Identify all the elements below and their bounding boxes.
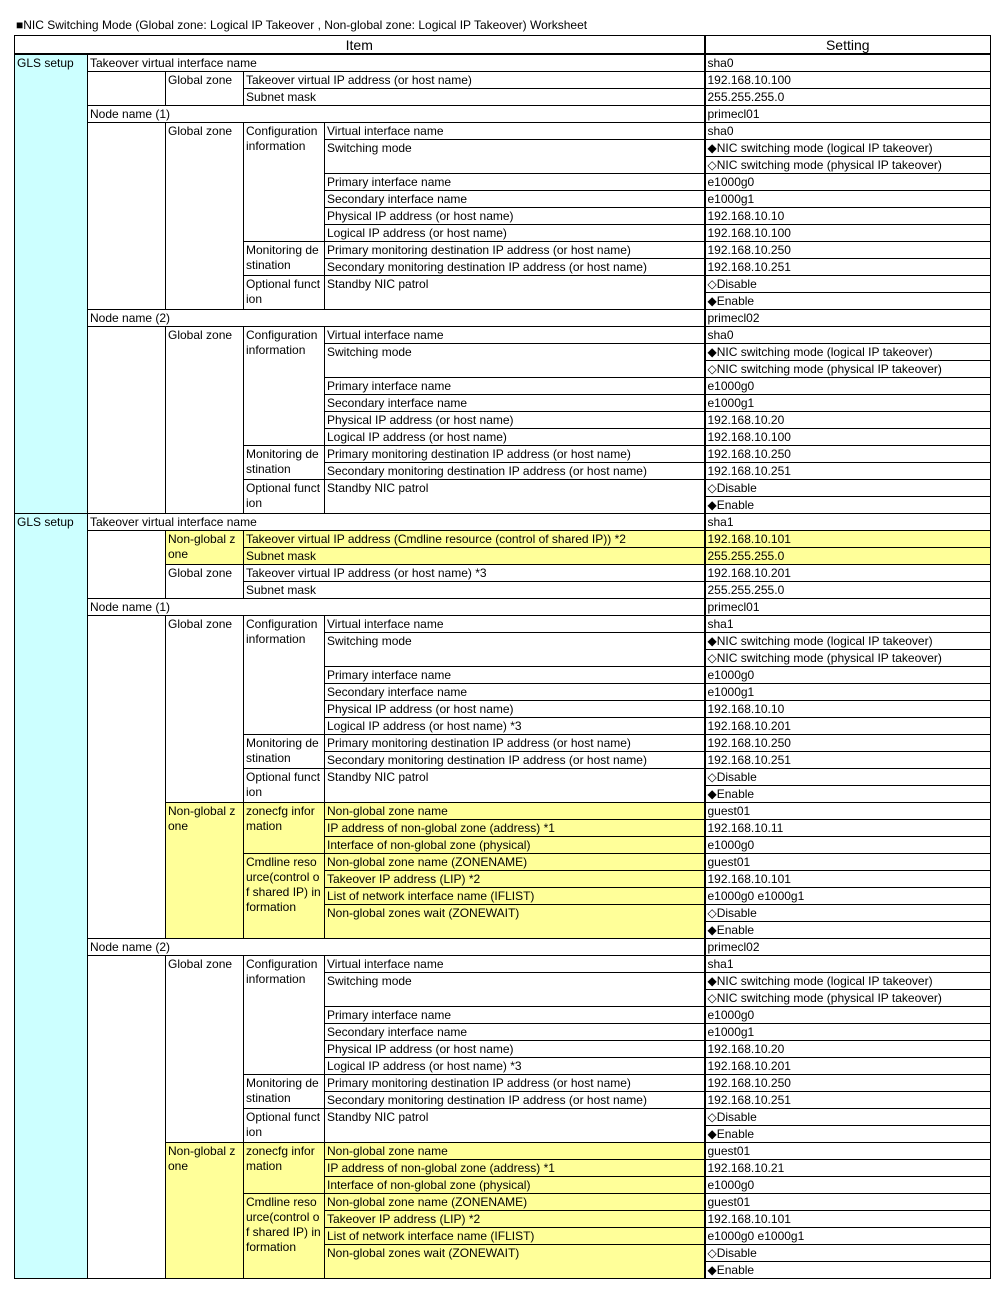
group-label: Configuration information [244,327,325,446]
setting-cell: 192.168.10.20 [705,412,991,429]
setting-cell: e1000g0 [705,174,991,191]
row-label: Primary interface name [325,378,705,395]
gls-setup-label: GLS setup [15,514,88,1279]
option-enable: ◆Enable [705,922,991,939]
setting-cell: e1000g1 [705,1024,991,1041]
row-label: Virtual interface name [325,616,705,633]
row-label: Standby NIC patrol [325,480,705,514]
option-disable: ◇Disable [705,480,991,497]
setting-cell: sha1 [705,514,991,531]
row-label: Non-global zone name [325,803,705,820]
setting-cell: e1000g0 e1000g1 [705,888,991,905]
option-enable: ◆Enable [705,497,991,514]
row-label: Secondary interface name [325,1024,705,1041]
setting-cell: 192.168.10.20 [705,1041,991,1058]
row-label: List of network interface name (IFLIST) [325,888,705,905]
setting-cell: 192.168.10.101 [705,871,991,888]
row-label: Secondary interface name [325,191,705,208]
setting-cell: primecl02 [705,310,991,327]
setting-cell: 192.168.10.11 [705,820,991,837]
option-disable: ◇Disable [705,276,991,293]
table-row [15,54,991,72]
setting-cell: 192.168.10.21 [705,1160,991,1177]
group-label: Optional function [244,1109,325,1143]
zone-label: Global zone [166,956,244,1143]
row-spacer [88,123,166,310]
group-label: Optional function [244,480,325,514]
option-disable: ◇Disable [705,1109,991,1126]
row-label: Primary monitoring destination IP address (or host name) [325,1075,705,1092]
row-label: Interface of non-global zone (physical) [325,837,705,854]
option-enable: ◆Enable [705,1126,991,1143]
row-label: Logical IP address (or host name) *3 [325,1058,705,1075]
row-label: IP address of non-global zone (address) *1 [325,1160,705,1177]
group-label: zonecfg information [244,1143,325,1194]
node-label: Node name (2) [88,310,705,327]
option-enable: ◆Enable [705,786,991,803]
setting-cell: sha1 [705,956,991,973]
row-label: Takeover virtual IP address (or host name) [244,72,705,89]
table-row [15,956,991,973]
row-label: Non-global zones wait (ZONEWAIT) [325,1245,705,1279]
row-label: Switching mode [325,344,705,378]
zone-label: Non-global zone [166,531,244,565]
table-row [15,616,991,633]
group-label: Cmdline resource(control of shared IP) information [244,1194,325,1279]
group-label: Configuration information [244,616,325,735]
setting-cell: e1000g1 [705,395,991,412]
row-label: Subnet mask [244,548,705,565]
zone-label: Global zone [166,72,244,106]
group-label: Optional function [244,769,325,803]
option-nic-logical: ◆NIC switching mode (logical IP takeover) [705,140,991,157]
row-label: IP address of non-global zone (address) *1 [325,820,705,837]
row-label: Takeover virtual IP address (Cmdline resource (control of shared IP)) *2 [244,531,705,548]
header-row [15,36,991,55]
row-label: Switching mode [325,973,705,1007]
group-label: Configuration information [244,956,325,1075]
row-label: Secondary interface name [325,395,705,412]
row-label: Switching mode [325,140,705,174]
node-label: Node name (1) [88,106,705,123]
zone-label: Global zone [166,616,244,803]
gls-setup-label: GLS setup [15,54,88,514]
row-label: Takeover virtual IP address (or host name) *3 [244,565,705,582]
setting-header: Setting [705,36,991,55]
setting-cell: 192.168.10.100 [705,429,991,446]
row-label: Secondary monitoring destination IP address (or host name) [325,259,705,276]
option-nic-logical: ◆NIC switching mode (logical IP takeover) [705,344,991,361]
row-spacer [88,72,166,106]
row-spacer [88,531,166,599]
setting-cell: e1000g0 [705,667,991,684]
setting-cell: 192.168.10.251 [705,259,991,276]
setting-cell: 255.255.255.0 [705,582,991,599]
setting-cell: primecl01 [705,106,991,123]
row-label: Switching mode [325,633,705,667]
setting-cell: guest01 [705,803,991,820]
table-row [15,72,991,89]
table-row [15,327,991,344]
row-label: Subnet mask [244,582,705,599]
row-label: Standby NIC patrol [325,276,705,310]
table-row [15,123,991,140]
table-row [15,599,991,616]
setting-cell: 192.168.10.100 [705,225,991,242]
setting-cell: 192.168.10.251 [705,752,991,769]
group-label: Configuration information [244,123,325,242]
option-nic-logical: ◆NIC switching mode (logical IP takeover) [705,973,991,990]
row-spacer [88,956,166,1279]
row-label: Standby NIC patrol [325,1109,705,1143]
row-label: Takeover virtual interface name [88,54,705,72]
setting-cell: 192.168.10.251 [705,1092,991,1109]
option-nic-logical: ◆NIC switching mode (logical IP takeover) [705,633,991,650]
setting-cell: e1000g0 [705,1007,991,1024]
setting-cell: e1000g0 [705,1177,991,1194]
row-label: Takeover IP address (LIP) *2 [325,871,705,888]
option-disable: ◇Disable [705,769,991,786]
row-label: Physical IP address (or host name) [325,1041,705,1058]
option-disable: ◇Disable [705,905,991,922]
group-label: zonecfg information [244,803,325,854]
row-spacer [88,327,166,514]
group-label: Monitoring destination [244,735,325,769]
option-enable: ◆Enable [705,1262,991,1279]
zone-label: Non-global zone [166,803,244,939]
row-label: Primary interface name [325,174,705,191]
table-row [15,106,991,123]
table-row [15,939,991,956]
setting-cell: primecl02 [705,939,991,956]
setting-cell: 192.168.10.250 [705,446,991,463]
setting-cell: e1000g0 e1000g1 [705,1228,991,1245]
setting-cell: 192.168.10.100 [705,72,991,89]
row-label: Physical IP address (or host name) [325,701,705,718]
worksheet-table [14,35,991,1279]
group-label: Monitoring destination [244,242,325,276]
group-label: Cmdline resource(control of shared IP) information [244,854,325,939]
row-label: Non-global zone name [325,1143,705,1160]
setting-cell: 192.168.10.251 [705,463,991,480]
setting-cell: guest01 [705,1143,991,1160]
item-header: Item [15,36,705,55]
row-label: Secondary interface name [325,684,705,701]
zone-label: Global zone [166,565,244,599]
row-label: Secondary monitoring destination IP address (or host name) [325,752,705,769]
row-label: Logical IP address (or host name) *3 [325,718,705,735]
row-label: Physical IP address (or host name) [325,208,705,225]
setting-cell: 192.168.10.201 [705,1058,991,1075]
row-label: Virtual interface name [325,123,705,140]
row-label: Logical IP address (or host name) [325,429,705,446]
zone-label: Non-global zone [166,1143,244,1279]
row-label: Virtual interface name [325,956,705,973]
table-row [15,531,991,548]
row-label: Takeover IP address (LIP) *2 [325,1211,705,1228]
row-label: Primary interface name [325,1007,705,1024]
zone-label: Global zone [166,327,244,514]
row-label: Logical IP address (or host name) [325,225,705,242]
setting-cell: sha0 [705,123,991,140]
row-label: Standby NIC patrol [325,769,705,803]
group-label: Monitoring destination [244,446,325,480]
row-spacer [88,616,166,939]
row-label: Subnet mask [244,89,705,106]
group-label: Monitoring destination [244,1075,325,1109]
setting-cell: e1000g0 [705,378,991,395]
setting-cell: e1000g1 [705,191,991,208]
row-label: Non-global zones wait (ZONEWAIT) [325,905,705,939]
row-label: Non-global zone name (ZONENAME) [325,1194,705,1211]
setting-cell: sha1 [705,616,991,633]
setting-cell: 192.168.10.10 [705,208,991,225]
setting-cell: e1000g0 [705,837,991,854]
row-label: List of network interface name (IFLIST) [325,1228,705,1245]
setting-cell: 192.168.10.201 [705,565,991,582]
option-nic-physical: ◇NIC switching mode (physical IP takeover) [705,157,991,174]
option-disable: ◇Disable [705,1245,991,1262]
setting-cell: sha0 [705,327,991,344]
row-label: Primary monitoring destination IP address (or host name) [325,735,705,752]
option-nic-physical: ◇NIC switching mode (physical IP takeover) [705,361,991,378]
setting-cell: 192.168.10.250 [705,1075,991,1092]
option-enable: ◆Enable [705,293,991,310]
setting-cell: 192.168.10.250 [705,242,991,259]
setting-cell: 255.255.255.0 [705,548,991,565]
row-label: Virtual interface name [325,327,705,344]
setting-cell: 192.168.10.101 [705,531,991,548]
setting-cell: 192.168.10.250 [705,735,991,752]
setting-cell: 255.255.255.0 [705,89,991,106]
row-label: Interface of non-global zone (physical) [325,1177,705,1194]
row-label: Physical IP address (or host name) [325,412,705,429]
zone-label: Global zone [166,123,244,310]
setting-cell: guest01 [705,854,991,871]
row-label: Primary monitoring destination IP address (or host name) [325,446,705,463]
table-row [15,310,991,327]
setting-cell: 192.168.10.101 [705,1211,991,1228]
option-nic-physical: ◇NIC switching mode (physical IP takeover) [705,990,991,1007]
group-label: Optional function [244,276,325,310]
row-label: Secondary monitoring destination IP address (or host name) [325,1092,705,1109]
row-label: Takeover virtual interface name [88,514,705,531]
node-label: Node name (2) [88,939,705,956]
setting-cell: e1000g1 [705,684,991,701]
row-label: Primary monitoring destination IP address (or host name) [325,242,705,259]
option-nic-physical: ◇NIC switching mode (physical IP takeover) [705,650,991,667]
row-label: Primary interface name [325,667,705,684]
worksheet-title: ■NIC Switching Mode (Global zone: Logical IP Takeover , Non-global zone: Logical IP Takeover) Worksheet [16,18,588,32]
setting-cell: 192.168.10.201 [705,718,991,735]
setting-cell: guest01 [705,1194,991,1211]
row-label: Secondary monitoring destination IP address (or host name) [325,463,705,480]
setting-cell: 192.168.10.10 [705,701,991,718]
table-row [15,514,991,531]
node-label: Node name (1) [88,599,705,616]
setting-cell: sha0 [705,54,991,72]
setting-cell: primecl01 [705,599,991,616]
row-label: Non-global zone name (ZONENAME) [325,854,705,871]
